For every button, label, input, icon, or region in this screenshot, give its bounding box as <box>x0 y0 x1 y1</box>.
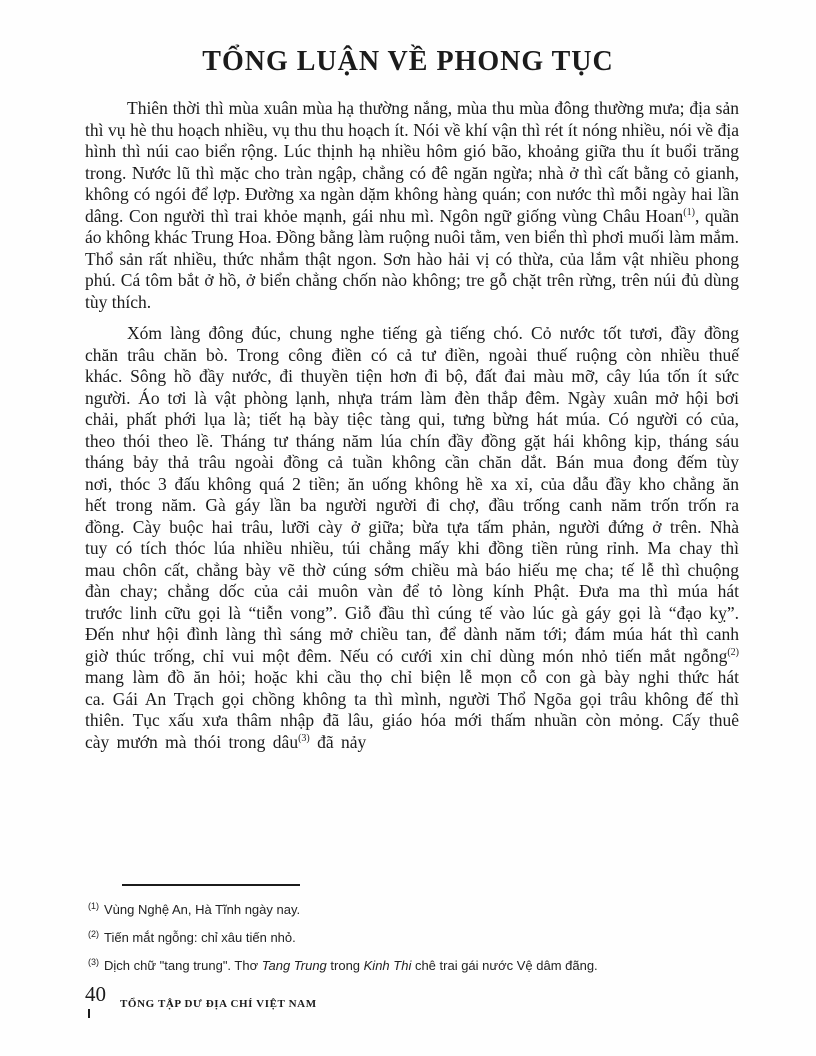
page-number-tick <box>88 1009 90 1018</box>
footnote-marker: (3) <box>88 956 99 967</box>
page-title: TỔNG LUẬN VỀ PHONG TỤC <box>202 46 614 77</box>
footnote-text: Dịch chữ "tang trung". Thơ Tang Trung trong Kinh Thi chê trai gái nước Vệ dâm đãng. <box>104 958 598 973</box>
footnote <box>88 902 736 918</box>
footnote-marker: (1) <box>88 900 99 911</box>
footnotes-section <box>88 884 736 986</box>
body-paragraph: Thiên thời thì mùa xuân mùa hạ thường nắng, mùa thu mùa đông thường mưa; địa sản thì vụ hè thu hoạch nhiều, vụ thu thu hoạch ít. Nói về khí vận thì rét ít nóng nhiều, nói về địa hình thì núi cao biển rộng. Lúc thịnh hạ nhiều hôm gió bão, khoảng giữa thu ít buổi trăng trong. Nước lũ thì mặc cho tràn ngập, chẳng có đê ngăn ngừa; nhà ở thì cất bằng cỏ gianh, không có ngói để lợp. Đường xa ngàn dặm không hàng quán; con nước thì mỗi ngày hai lần dâng. Con người thì trai khỏe mạnh, gái nhu mì. Ngôn ngữ giống vùng Châu Hoan$^{(1)}$, quần áo không khác Trung Hoa. Đồng bằng làm ruộng nuôi tằm, ven biển thì phơi muối làm mắm. Thổ sản rất nhiều, thức nhắm thật ngon. Sơn hào hải vị có thừa, của lắm vật nhiều phong phú. Cá tôm bắt ở hồ, ở biển chẳng chốn nào không; tre gỗ chặt trên rừng, trên núi đủ dùng tùy thích. <box>85 98 739 312</box>
footnote <box>88 958 736 974</box>
body-paragraph: Xóm làng đông đúc, chung nghe tiếng gà tiếng chó. Cỏ nước tốt tươi, đầy đồng chăn trâu chăn bò. Trong công điền có cả tư điền, ngoài thuế ruộng còn nhiều thuế khác. Sông hồ đầy nước, đi thuyền tiện hơn đi bộ, đất đai màu mỡ, cây lúa tốn ít sức người. Áo tơi là vật phòng lạnh, nhựa trám làm đèn thắp đêm. Ngày xuân mở hội bơi chải, phất phới lụa là; tiết hạ bày tiệc tàng qui, tưng bừng hát múa. Có người có của, theo thói theo lề. Tháng tư tháng năm lúa chín đầy đồng gặt hái không kịp, tháng sáu tháng bảy thả trâu ngoài đồng cả tuần không cần chăn dắt. Bán mua đong đếm tùy nơi, thóc 3 đấu không quá 2 tiền; ăn uống không hề xa xỉ, của dẫu đầy kho chẳng ăn hết trong năm. Gà gáy lần ba người người đi chợ, đầu trống canh năm trốn trốn ra đồng. Cày buộc hai trâu, lưỡi cày ở giữa; bừa tựa tấm phản, người đứng ở trên. Nhà tuy có tích thóc lúa nhiều nhiều, túi chẳng mấy khi đồng tiền rủng rỉnh. Ma chay thì mau chôn cất, chẳng bày vẽ thờ cúng sớm chiều mà báo hiếu mẹ cha; tế lễ thì chuộng đàn chay; chẳng dốc của cải muôn vàn để tỏ lòng kính Phật. Đưa ma thì múa hát trước linh cữu gọi là “tiễn vong”. Giỗ đầu thì cúng tế vào lúc gà gáy gọi là “đạo kỵ”. Đến như hội đình làng thì sáng mở chiều tan, để dành năm tới; đám múa hát thì canh giờ thúc trống, chỉ vui một đêm. Nếu có cưới xin chỉ dùng món nhỏ tiến mắt ngỗng$^{(2)}$ mang làm đồ ăn hỏi; hoặc khi cầu thọ chỉ biện lễ mọn cỗ con gà bày nghi thức hát ca. Gái An Trạch gọi chồng không ta thì mình, người Thổ Ngõa gọi trâu không đế thì thiên. Tục xấu xưa thâm nhập đã lâu, giáo hóa mới thấm nhuần còn mỏng. Cấy thuê cày mướn mà thói trong dâu$^{(3)}$ đã nảy <box>85 323 739 752</box>
footnote-divider <box>122 884 300 886</box>
page-footer <box>85 982 317 1018</box>
footnotes-list <box>88 902 736 974</box>
book-title-footer: TỔNG TẬP DƯ ĐỊA CHÍ VIỆT NAM <box>120 998 317 1010</box>
footnote-marker: (2) <box>88 928 99 939</box>
footnote-text: Vùng Nghệ An, Hà Tĩnh ngày nay. <box>104 902 301 917</box>
page-number: 40 <box>85 982 106 1006</box>
footnote-text: Tiến mắt ngỗng: chỉ xâu tiến nhỏ. <box>104 930 296 945</box>
body-text <box>85 98 739 753</box>
footnote <box>88 930 736 946</box>
